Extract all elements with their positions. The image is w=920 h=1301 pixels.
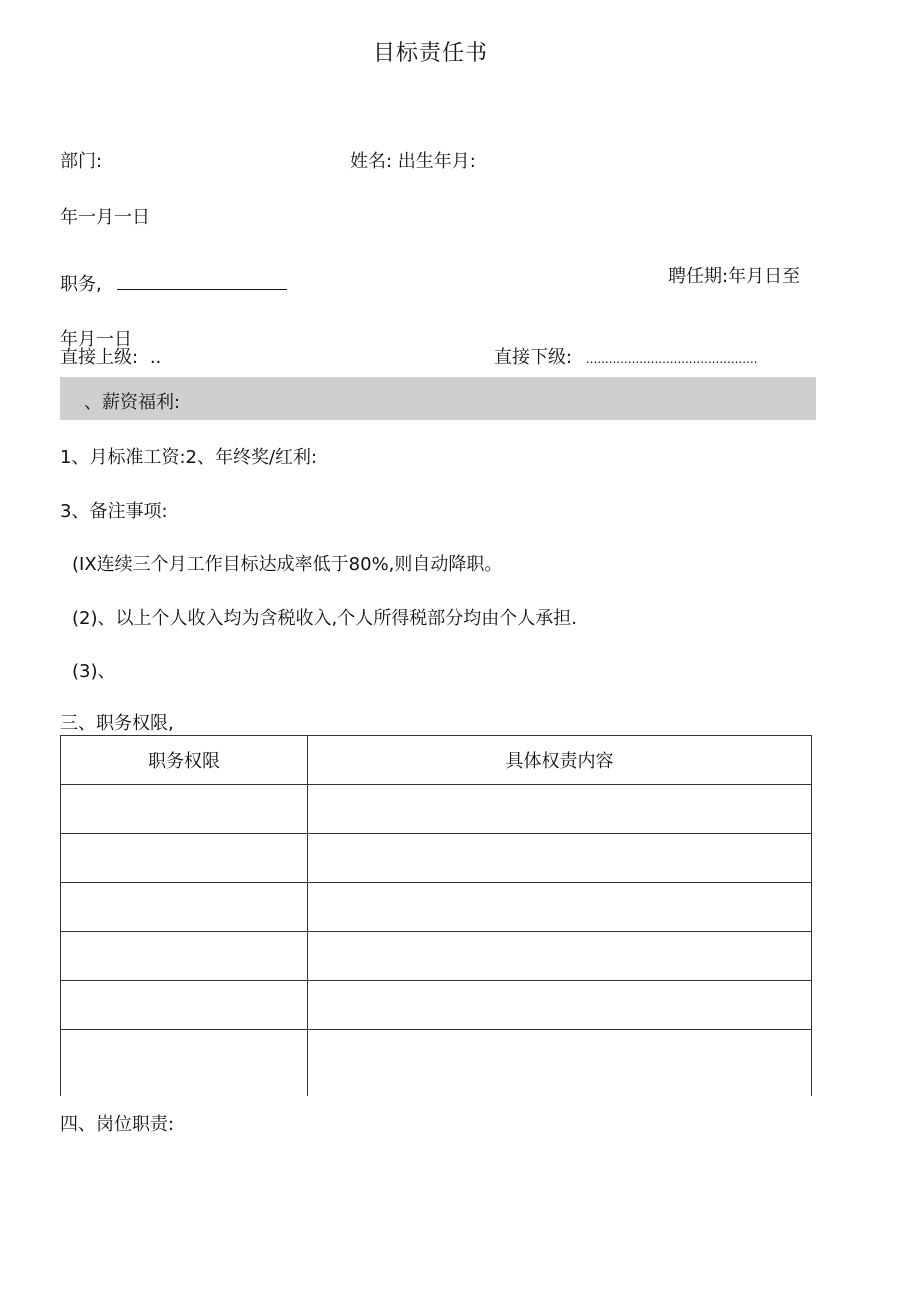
table-cell[interactable] xyxy=(308,981,812,1030)
table-row xyxy=(61,834,812,883)
superior-label: 直接上级: xyxy=(60,347,139,368)
position-label: 职务, xyxy=(60,274,102,295)
date-line-1: 年一月一日 xyxy=(60,207,150,228)
table-row xyxy=(61,883,812,932)
salary-line: 1、月标准工资:2、年终奖/红利: xyxy=(60,447,318,468)
table-cell[interactable] xyxy=(308,932,812,981)
name-birth-label: 姓名: 出生年月: xyxy=(350,151,476,172)
superior-row xyxy=(60,343,161,369)
table-cell[interactable] xyxy=(61,883,308,932)
table-cell[interactable] xyxy=(61,981,308,1030)
superior-value: .. xyxy=(149,347,162,368)
authority-table xyxy=(60,735,812,1096)
subordinate-row xyxy=(494,343,757,369)
table-row xyxy=(61,785,812,834)
table-cell[interactable] xyxy=(308,883,812,932)
subordinate-label: 直接下级: xyxy=(494,347,573,368)
position-blank xyxy=(117,271,287,290)
table-header-authority: 职务权限 xyxy=(61,736,308,785)
table-cell[interactable] xyxy=(61,785,308,834)
table-cell[interactable] xyxy=(308,834,812,883)
table-header-row xyxy=(61,736,812,785)
table-cell[interactable] xyxy=(308,1030,812,1097)
note-1: (IX连续三个月工作目标达成率低于80%,则自动降职。 xyxy=(72,554,503,575)
table-cell[interactable] xyxy=(308,785,812,834)
table-row xyxy=(61,932,812,981)
note-2: (2)、以上个人收入均为含税收入,个人所得税部分均由个人承担. xyxy=(72,608,577,629)
table-cell[interactable] xyxy=(61,1030,308,1097)
term-label: 聘任期:年月日至 xyxy=(668,266,801,287)
table-header-content: 具体权责内容 xyxy=(308,736,812,785)
date-line-2: 年月一日 xyxy=(60,329,132,350)
note-3: (3)、 xyxy=(72,661,116,682)
position-row xyxy=(60,270,287,296)
table-row xyxy=(61,981,812,1030)
table-cell[interactable] xyxy=(61,834,308,883)
page-title: 目标责任书 xyxy=(373,41,489,66)
table-row xyxy=(61,1030,812,1097)
salary-section-band xyxy=(60,377,816,420)
duties-section-heading: 四、岗位职责: xyxy=(60,1114,175,1135)
authority-section-heading: 三、职务权限, xyxy=(60,713,174,734)
subordinate-value: ............................................. xyxy=(585,352,758,366)
salary-section-heading: 、薪资福利: xyxy=(84,392,181,413)
department-label: 部门: xyxy=(60,151,103,172)
table-cell[interactable] xyxy=(61,932,308,981)
notes-label: 3、备注事项: xyxy=(60,501,168,522)
